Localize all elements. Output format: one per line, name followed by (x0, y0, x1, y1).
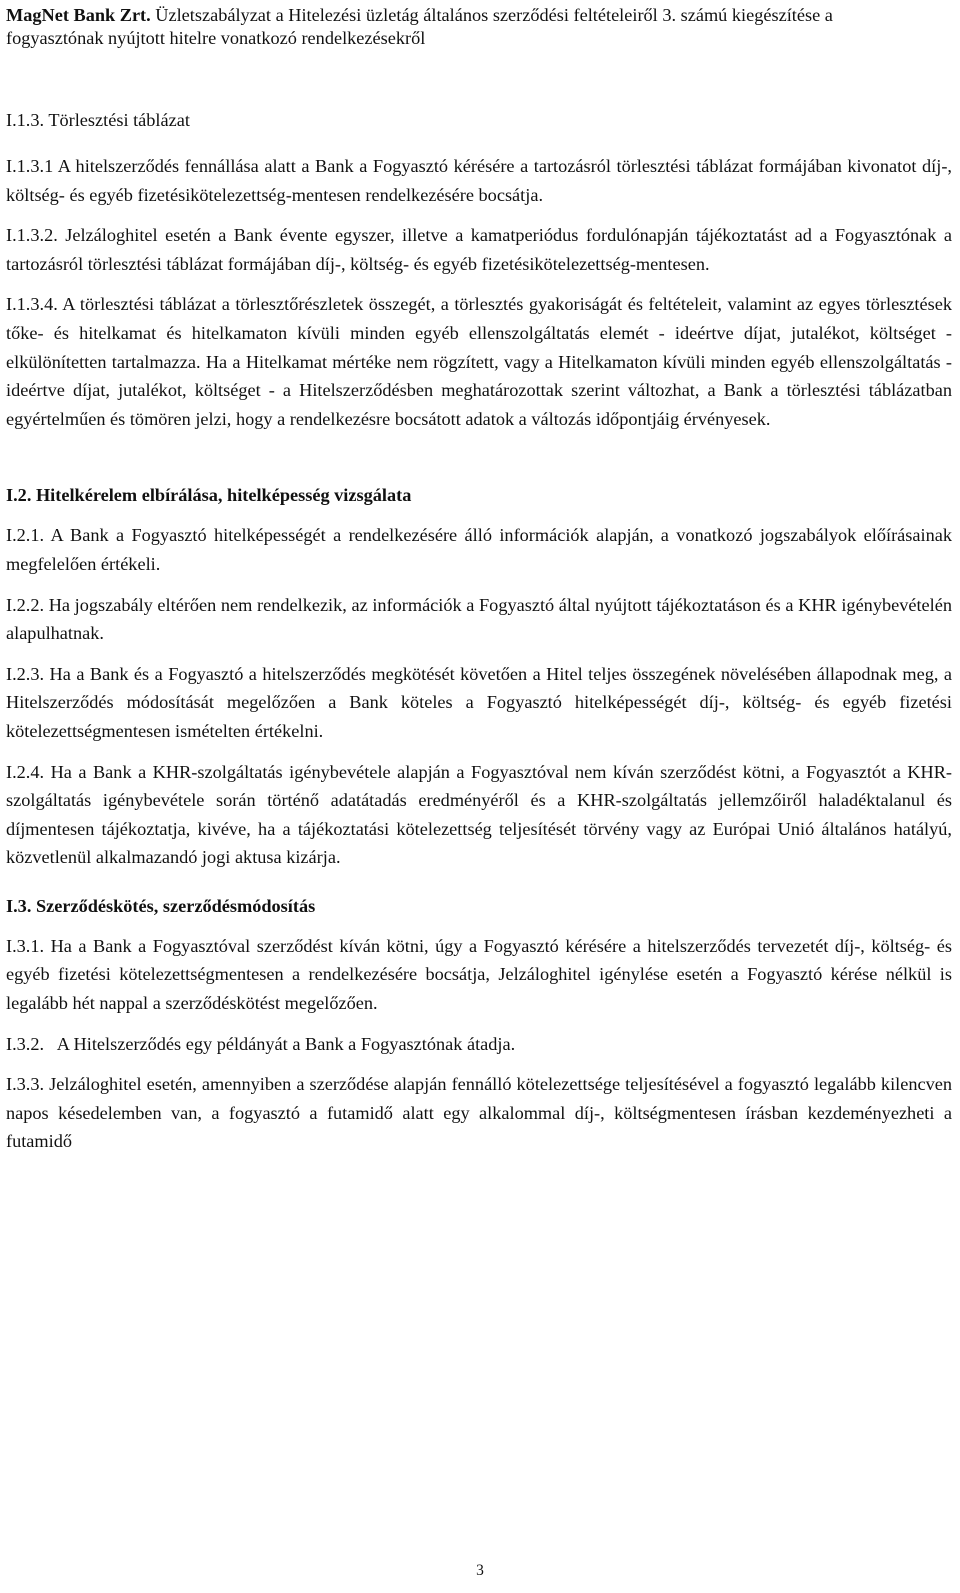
paragraph-1-3-1: I.3.1. Ha a Bank a Fogyasztóval szerződést kíván kötni, úgy a Fogyasztó kérésére a hitelszerződés tervezetét díj-, költség- és egyéb fizetési kötelezettségmentesen a rendelkezésére bocsátja, Jelzáloghitel igénylése esetén a Fogyasztó kérése nélkül is legalább hét nappal a szerződéskötést megelőzően. (6, 935, 952, 1014)
document-page (6, 0, 952, 1593)
bank-name: MagNet Bank Zrt. (6, 5, 151, 25)
paragraph-1-2-4: I.2.4. Ha a Bank a KHR-szolgáltatás igénybevétele alapján a Fogyasztóval nem kíván szerződést kötni, a Fogyasztót a KHR-szolgáltatás igénybevétele során történő adatátadás eredményéről és a KHR-szolgáltatás jellemzőiről haladéktalanul és díjmentesen tájékoztatja, kivéve, ha a tájékoztatási kötelezettség teljesítését törvény vagy az Európai Unió általános hatályú, közvetlenül alkalmazandó jogi aktusa kizárja. (6, 761, 952, 868)
paragraph-1-2-3: I.2.3. Ha a Bank és a Fogyasztó a hitelszerződés megkötését követően a Hitel teljes összegének növelésében állapodnak meg, a Hitelszerződés módosítását megelőzően a Bank köteles a Fogyasztó hitelképességét díj-, költség- és egyéb fizetési kötelezettségmentesen ismételten értékelni. (6, 663, 952, 741)
document-header (6, 4, 952, 50)
section-heading-contracting: I.3. Szerződéskötés, szerződésmódosítás (6, 895, 316, 916)
paragraph-1-3-2: I.3.2. A Hitelszerződés egy példányát a Bank a Fogyasztónak átadja. (6, 1033, 516, 1054)
section-title-repayment-table: I.1.3. Törlesztési táblázat (6, 110, 190, 130)
section-heading-credit-assessment: I.2. Hitelkérelem elbírálása, hitelképesség vizsgálata (6, 485, 412, 506)
paragraph-1-2-2: I.2.2. Ha jogszabály eltérően nem rendelkezik, az információk a Fogyasztó által nyújtott tájékoztatáson és a KHR igénybevételén alapulhatnak. (6, 594, 952, 644)
paragraph-1-2-1: I.2.1. A Bank a Fogyasztó hitelképességét a rendelkezésére álló információk alapján, a vonatkozó jogszabályok előírásainak megfelelően értékeli. (6, 525, 952, 574)
paragraph-1-1-3-1: I.1.3.1 A hitelszerződés fennállása alatt a Bank a Fogyasztó kérésére a tartozásról törlesztési táblázat formájában kivonatot díj-, költség- és egyéb fizetésikötelezettség-mentesen rendelkezésére bocsátja. (6, 156, 952, 205)
header-title-line2: fogyasztónak nyújtott hitelre vonatkozó rendelkezésekről (6, 28, 426, 48)
header-title-line1: Üzletszabályzat a Hitelezési üzletág általános szerződési feltételeiről 3. számú kiegészítése a (150, 5, 833, 25)
paragraph-1-3-3: I.3.3. Jelzáloghitel esetén, amennyiben a szerződése alapján fennálló kötelezettsége teljesítésével a fogyasztó legalább kilencven napos késedelemben van, a fogyasztó a futamidő alatt egy alkalommal díj-, költségmentesen írásban kezdeményezheti a futamidő (6, 1074, 952, 1152)
page-number: 3 (476, 1562, 484, 1579)
paragraph-1-1-3-4: I.1.3.4. A törlesztési táblázat a törlesztőrészletek összegét, a törlesztés gyakoriságát és feltételeit, valamint az egyes törlesztések tőke- és hitelkamat és hitelkamaton kívüli minden egyéb ellenszolgáltatás elemét - ideértve díjat, jutalékot, költséget - elkülönítetten tartalmazza. Ha a Hitelkamat mértéke nem rögzített, vagy a Hitelkamaton kívüli minden egyéb ellenszolgáltatás - ideértve díjat, jutalékot, költséget - a Hitelszerződésben meghatározottak szerint változhat, a Bank a törlesztési táblázatban egyértelműen és tömören jelzi, hogy a rendelkezésre bocsátott adatok a változás időpontjáig érvényesek. (6, 294, 952, 429)
paragraph-1-1-3-2: I.1.3.2. Jelzáloghitel esetén a Bank évente egyszer, illetve a kamatperiódus fordulónapján tájékoztatást ad a Fogyasztónak a tartozásról törlesztési táblázat formájában díj-, költség- és egyéb fizetésikötelezettség-mentesen. (6, 225, 952, 274)
